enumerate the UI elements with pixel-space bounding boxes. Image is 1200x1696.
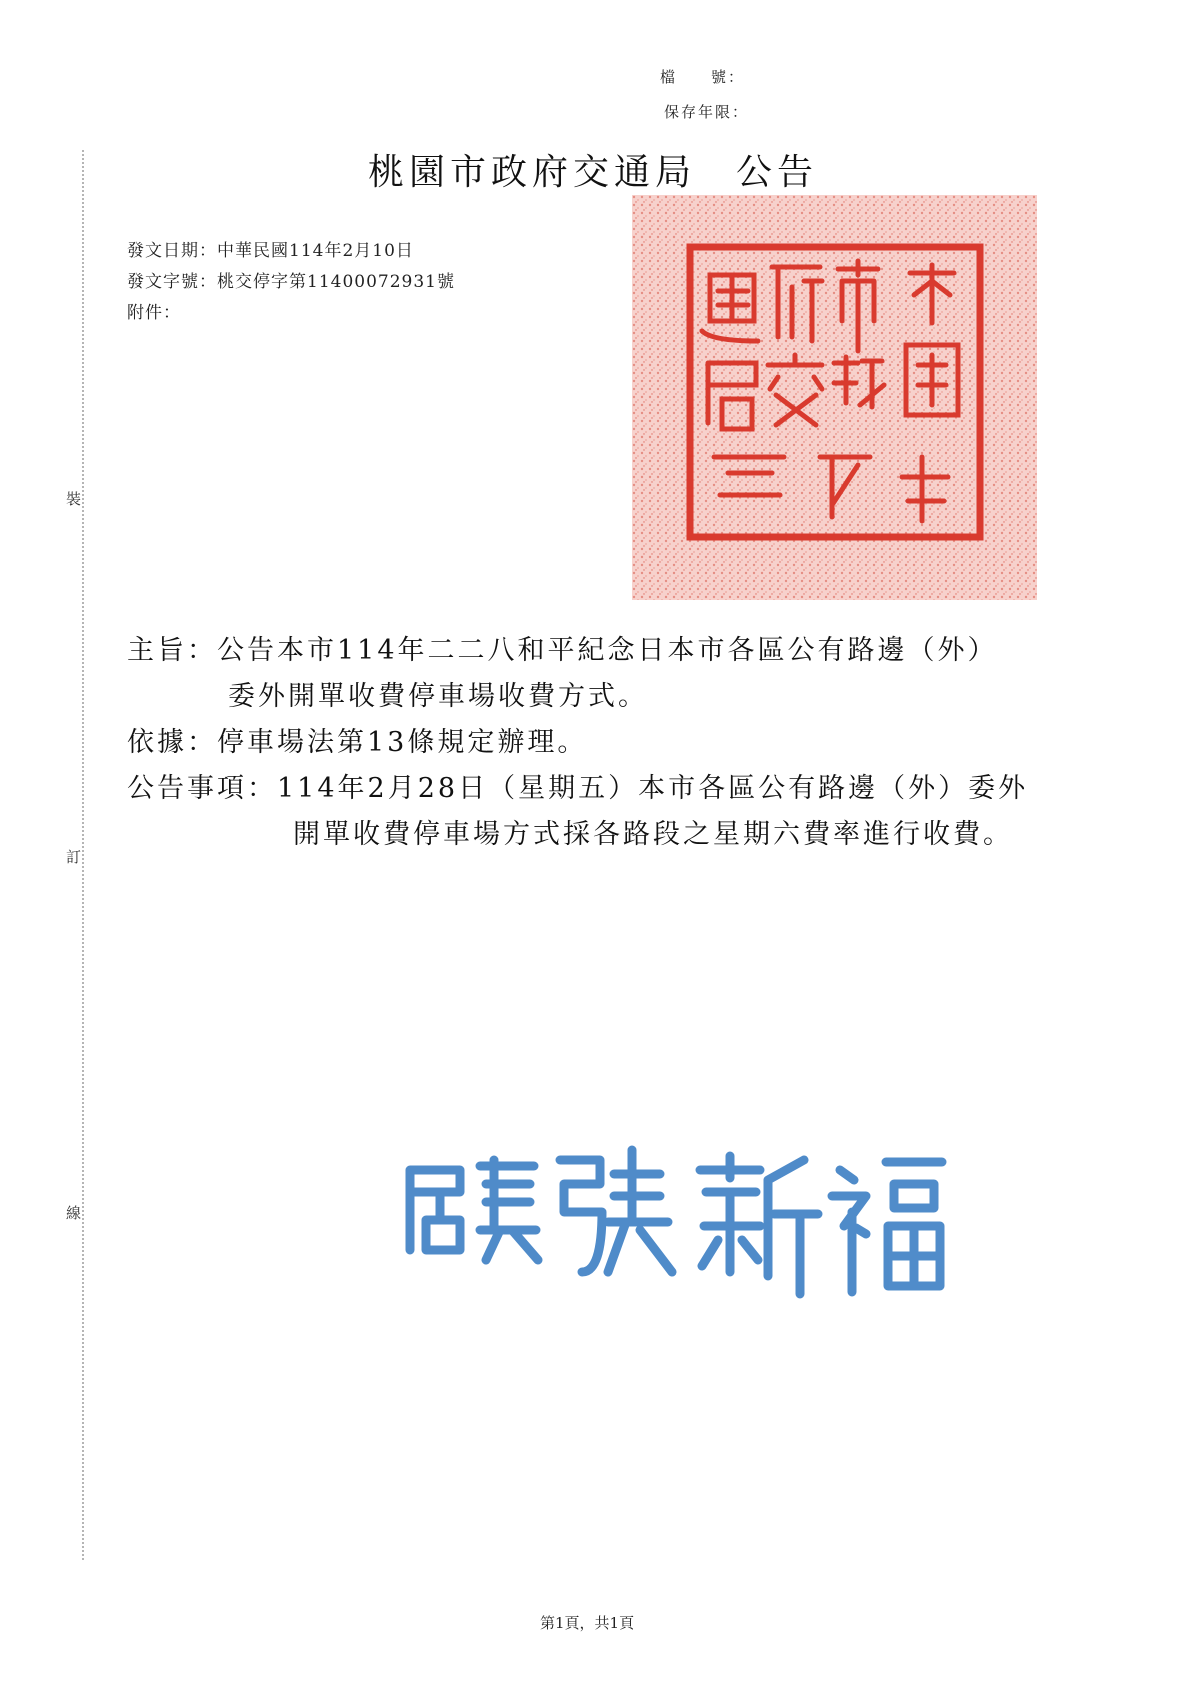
- announcement-text-line-1: 114年2月28日（星期五）本市各區公有路邊（外）委外: [277, 773, 1029, 804]
- announcement-text-line-2: 開單收費停車場方式採各路段之星期六費率進行收費。: [293, 819, 1013, 850]
- binding-dotted-line: [82, 150, 84, 1560]
- reference-number: 發文字號：桃交停字第11400072931號: [127, 272, 455, 292]
- attachment-label: 附件：: [127, 303, 181, 323]
- subject-line-1: [127, 628, 998, 667]
- binding-mark-ding: 訂: [66, 842, 81, 871]
- binding-mark-zhuang: 裝: [66, 484, 81, 513]
- subject-text-line-1: 公告本市114年二二八和平紀念日本市各區公有路邊（外）: [217, 635, 998, 666]
- retention-period-label: 保存年限：: [664, 103, 750, 121]
- basis-text: 停車場法第13條規定辦理。: [217, 727, 588, 758]
- binding-mark-xian: 線: [66, 1198, 81, 1227]
- basis-label: 依據：: [127, 727, 217, 758]
- page-number: 第1頁，共1頁: [540, 1614, 635, 1632]
- announcement-line-1: [127, 766, 1028, 805]
- document-title: [368, 144, 818, 195]
- basis-line: [127, 720, 587, 759]
- subject-text-line-2: 委外開單收費停車場收費方式。: [228, 681, 648, 712]
- announcement-label: 公告事項：: [127, 773, 277, 804]
- document-type: 公告: [736, 152, 819, 193]
- director-signature-stamp: [400, 1130, 960, 1300]
- subject-label: 主旨：: [127, 635, 217, 666]
- official-seal-stamp: [632, 195, 1037, 600]
- agency-name: 桃園市政府交通局: [368, 152, 697, 193]
- file-number-label: 檔 號：: [660, 68, 746, 86]
- issue-date: 發文日期：中華民國114年2月10日: [127, 241, 414, 261]
